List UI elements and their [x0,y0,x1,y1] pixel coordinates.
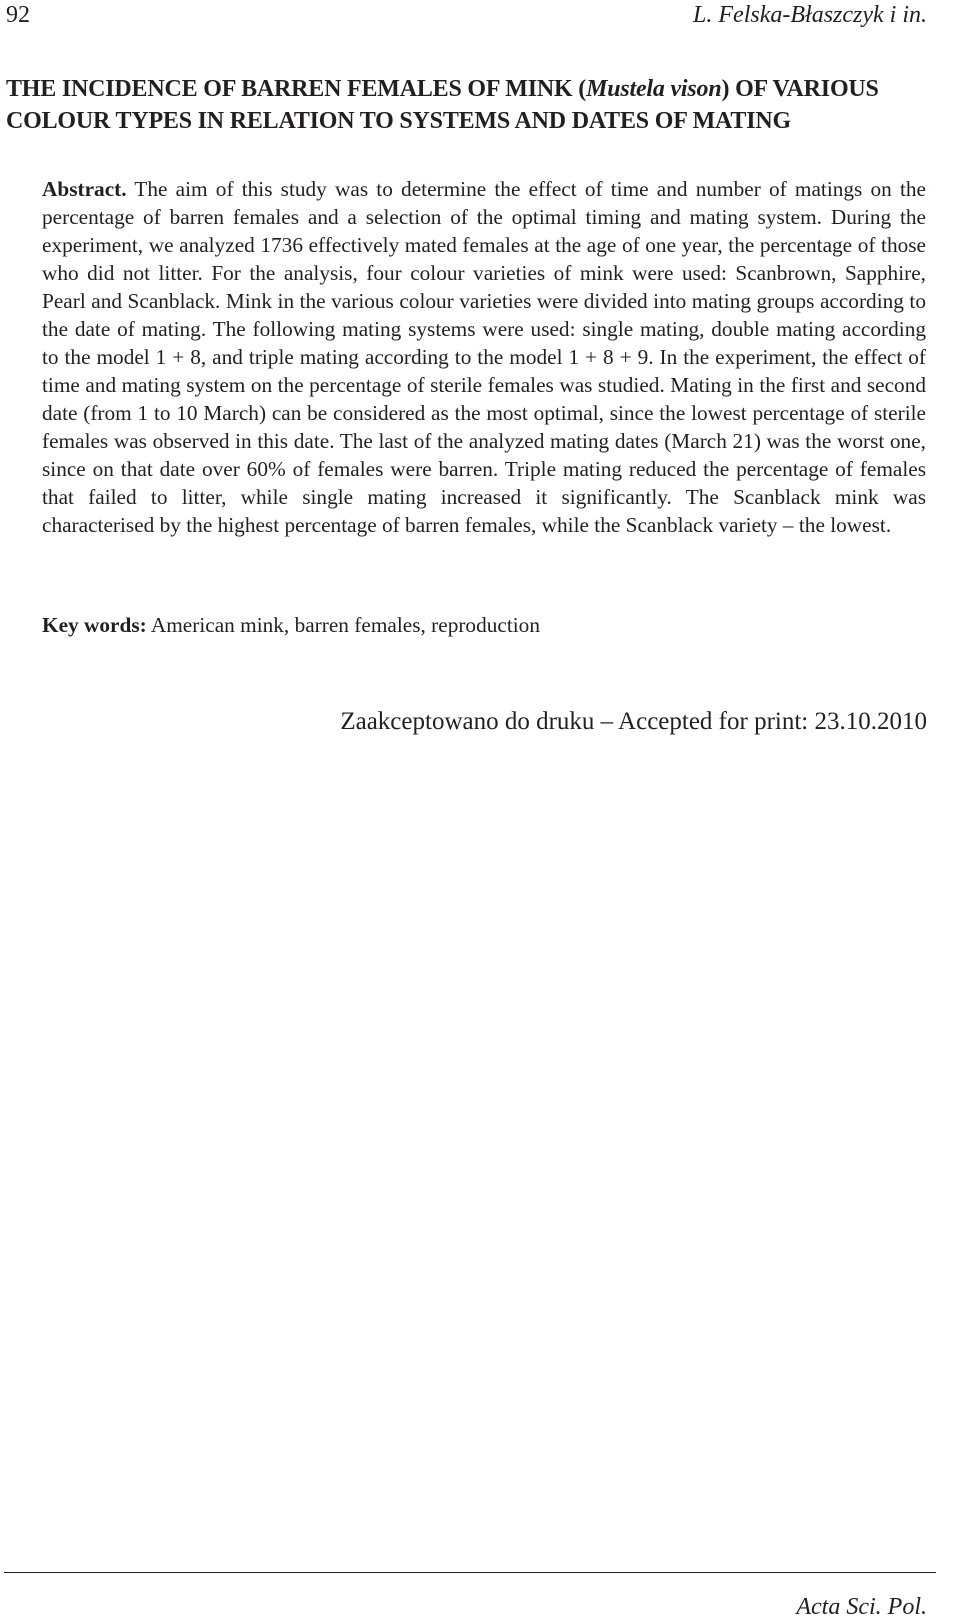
title-text-part1: THE INCIDENCE OF BARREN FEMALES OF MINK ( [6,76,587,102]
keywords-line [42,611,540,639]
title-species-name: Mustela vison [586,76,722,102]
page-number: 92 [6,2,30,28]
title-text-part2: ) OF VARIOUS COLOUR TYPES IN RELATION TO SYSTEMS AND DATES OF MATING [6,76,879,134]
abstract-text: The aim of this study was to determine the effect of time and number of matings on the percentage of barren females and a selection of the optimal timing and mating system. During the experiment, we analyzed 1736 effectively mated females at the age of one year, the percentage of those who did not litter. For the analysis, four colour varieties of mink were used: Scanbrown, Sapphire, Pearl and Scanblack. Mink in the various colour varieties were divided into mating groups according to the date of mating. The following mating systems were used: single mating, double mating according to the model 1 + 8, and triple mating according to the model 1 + 8 + 9. In the experiment, the effect of time and mating system on the percentage of sterile females was studied. Mating in the first and second date (from 1 to 10 March) can be considered as the most optimal, since the lowest percentage of sterile females was observed in this date. The last of the analyzed mating dates (March 21) was the worst one, since on that date over 60% of females were barren. Triple mating reduced the percentage of females that failed to litter, while single mating increased it significantly. The Scanblack mink was characterised by the highest percentage of barren females, while the Scanblack variety – the lowest. [42,177,927,537]
footer-divider [4,1572,936,1573]
footer-journal-name: Acta Sci. Pol. [796,1594,927,1620]
article-title [6,73,936,137]
accepted-for-print-note: Zaakceptowano do druku – Accepted for print: 23.10.2010 [340,708,927,735]
abstract-paragraph [42,175,926,539]
keywords-text: American mink, barren females, reproduction [150,613,540,637]
keywords-label: Key words: [42,613,147,637]
abstract-label: Abstract. [42,177,127,201]
running-head-authors: L. Felska-Błaszczyk i in. [693,2,927,28]
